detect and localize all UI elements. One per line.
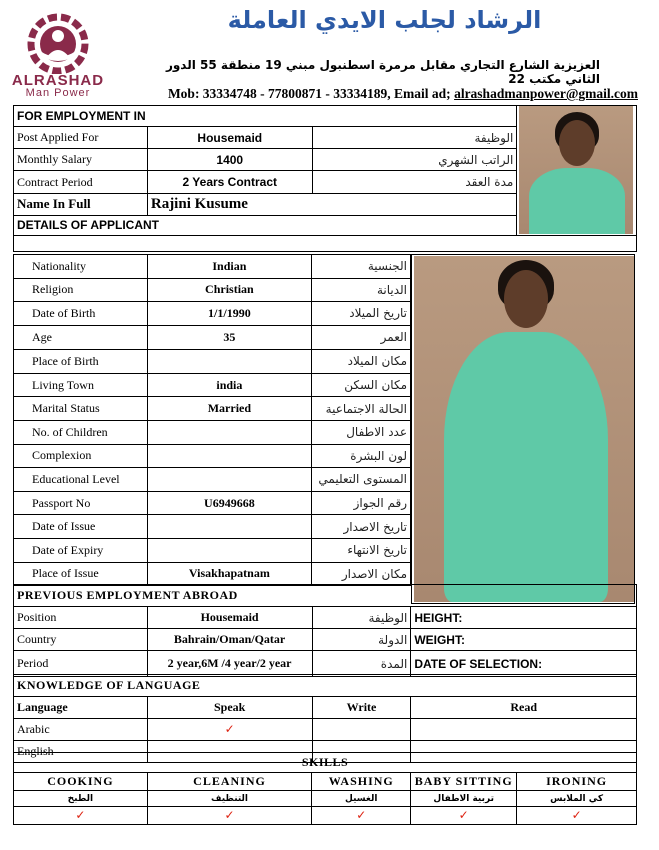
arabic-post: الوظيفة	[312, 127, 517, 149]
applicant-arabic: الحالة الاجتماعية	[312, 397, 411, 421]
photo-frame	[411, 254, 635, 604]
label-weight: WEIGHT:	[411, 629, 637, 651]
applicant-arabic: تاريخ الميلاد	[312, 302, 411, 326]
skill-name: BABY SITTING	[411, 773, 517, 791]
label-post: Post Applied For	[14, 127, 148, 149]
value-post: Housemaid	[147, 127, 312, 149]
applicant-row	[14, 278, 411, 302]
arabic-contract: مدة العقد	[312, 171, 517, 193]
applicant-value: 1/1/1990	[147, 302, 311, 326]
applicant-label: Date of Expiry	[14, 538, 148, 562]
applicant-row	[14, 468, 411, 492]
skill-check-icon: ✓	[14, 807, 148, 825]
skill-check-icon: ✓	[312, 807, 411, 825]
applicant-row	[14, 255, 411, 279]
contact-line	[118, 86, 638, 102]
applicant-arabic: رقم الجواز	[312, 491, 411, 515]
label-contract: Contract Period	[14, 171, 148, 193]
label-country: Country	[14, 629, 148, 651]
applicant-label: Place of Issue	[14, 562, 148, 586]
header-read: Read	[411, 697, 637, 719]
section-skills: SKILLS	[14, 753, 637, 773]
skill-name: CLEANING	[147, 773, 312, 791]
language-table	[13, 674, 637, 763]
applicant-table	[13, 254, 411, 586]
section-language: KNOWLEDGE OF LANGUAGE	[14, 675, 637, 697]
skill-check-icon: ✓	[147, 807, 312, 825]
applicant-arabic: لون البشرة	[312, 444, 411, 468]
value-position: Housemaid	[147, 607, 312, 629]
applicant-value: Married	[147, 397, 311, 421]
applicant-value: india	[147, 373, 311, 397]
applicant-label: Living Town	[14, 373, 148, 397]
applicant-arabic: تاريخ الاصدار	[312, 515, 411, 539]
skill-arabic: التنظيف	[147, 791, 312, 807]
header-write: Write	[312, 697, 411, 719]
value-name: Rajini Kusume	[147, 193, 516, 215]
applicant-row	[14, 515, 411, 539]
label-date-of-selection: DATE OF SELECTION:	[411, 651, 637, 677]
applicant-value	[147, 420, 311, 444]
applicant-value	[147, 349, 311, 373]
contact-phones: Mob: 33334748 - 77800871 - 33334189, Email ad;	[167, 86, 455, 101]
applicant-label: Place of Birth	[14, 349, 148, 373]
applicant-arabic: مكان الميلاد	[312, 349, 411, 373]
applicant-row	[14, 349, 411, 373]
applicant-arabic: مكان الاصدار	[312, 562, 411, 586]
skill-name: COOKING	[14, 773, 148, 791]
label-name: Name In Full	[14, 193, 148, 215]
label-period: Period	[14, 651, 148, 677]
skill-arabic: الغسيل	[312, 791, 411, 807]
section-employment: FOR EMPLOYMENT IN	[14, 106, 517, 127]
skill-arabic: الطبخ	[14, 791, 148, 807]
label-height: HEIGHT:	[411, 607, 637, 629]
header-language: Language	[14, 697, 148, 719]
applicant-value: U6949668	[147, 491, 311, 515]
applicant-label: Passport No	[14, 491, 148, 515]
language-english: English	[14, 741, 148, 763]
value-period: 2 year,6M /4 year/2 year	[147, 651, 312, 677]
logo-subtitle: Man Power	[25, 87, 91, 99]
skill-arabic: كي الملابس	[517, 791, 637, 807]
applicant-label: No. of Children	[14, 420, 148, 444]
applicant-value: 35	[147, 325, 311, 349]
applicant-arabic: الديانة	[312, 278, 411, 302]
applicant-row	[14, 491, 411, 515]
skill-name: WASHING	[312, 773, 411, 791]
section-applicant: DETAILS OF APPLICANT	[14, 215, 517, 235]
applicant-row	[14, 302, 411, 326]
applicant-row	[14, 538, 411, 562]
applicant-arabic: الجنسية	[312, 255, 411, 279]
applicant-value: Indian	[147, 255, 311, 279]
label-salary: Monthly Salary	[14, 149, 148, 171]
applicant-arabic: عدد الاطفال	[312, 420, 411, 444]
applicant-row	[14, 373, 411, 397]
applicant-photo-small	[519, 106, 633, 234]
applicant-label: Complexion	[14, 444, 148, 468]
company-title-arabic: الرشاد لجلب الايدي العاملة	[227, 6, 542, 34]
applicant-row	[14, 420, 411, 444]
applicant-label: Marital Status	[14, 397, 148, 421]
applicant-label: Date of Issue	[14, 515, 148, 539]
section-previous: PREVIOUS EMPLOYMENT ABROAD	[14, 585, 637, 607]
language-arabic: Arabic	[14, 719, 148, 741]
arabic-speak-check: ✓	[147, 719, 312, 741]
applicant-row	[14, 444, 411, 468]
previous-employment-table	[13, 584, 637, 677]
applicant-label: Religion	[14, 278, 148, 302]
applicant-label: Age	[14, 325, 148, 349]
applicant-row	[14, 397, 411, 421]
skills-table	[13, 752, 637, 825]
skill-name: IRONING	[517, 773, 637, 791]
applicant-value	[147, 444, 311, 468]
applicant-row	[14, 562, 411, 586]
arabic-salary: الراتب الشهري	[312, 149, 517, 171]
contact-email[interactable]: alrashadmanpower@gmail.com	[454, 86, 638, 101]
company-address-arabic: العزيزية الشارع التجاري مقابل مرمرة اسطنبول مبني 19 منطقة 55 الدور الثاني مكتب 22	[165, 58, 600, 86]
applicant-label: Educational Level	[14, 468, 148, 492]
arabic-position: الوظيفة	[312, 607, 411, 629]
arabic-write	[312, 719, 411, 741]
applicant-arabic: العمر	[312, 325, 411, 349]
label-position: Position	[14, 607, 148, 629]
arabic-period: المدة	[312, 651, 411, 677]
applicant-arabic: تاريخ الانتهاء	[312, 538, 411, 562]
skill-check-icon: ✓	[517, 807, 637, 825]
applicant-value: Christian	[147, 278, 311, 302]
applicant-row	[14, 325, 411, 349]
applicant-value	[147, 515, 311, 539]
applicant-arabic: المستوى التعليمي	[312, 468, 411, 492]
skill-arabic: تربية الاطفال	[411, 791, 517, 807]
applicant-arabic: مكان السكن	[312, 373, 411, 397]
applicant-value	[147, 468, 311, 492]
logo-name: ALRASHAD	[11, 72, 105, 89]
arabic-read	[411, 719, 637, 741]
spacer-row	[14, 236, 637, 252]
value-country: Bahrain/Oman/Qatar	[147, 629, 312, 651]
applicant-label: Date of Birth	[14, 302, 148, 326]
value-contract: 2 Years Contract	[147, 171, 312, 193]
applicant-value	[147, 538, 311, 562]
value-salary: 1400	[147, 149, 312, 171]
skill-check-icon: ✓	[411, 807, 517, 825]
arabic-country: الدولة	[312, 629, 411, 651]
applicant-label: Nationality	[14, 255, 148, 279]
applicant-value: Visakhapatnam	[147, 562, 311, 586]
header-speak: Speak	[147, 697, 312, 719]
